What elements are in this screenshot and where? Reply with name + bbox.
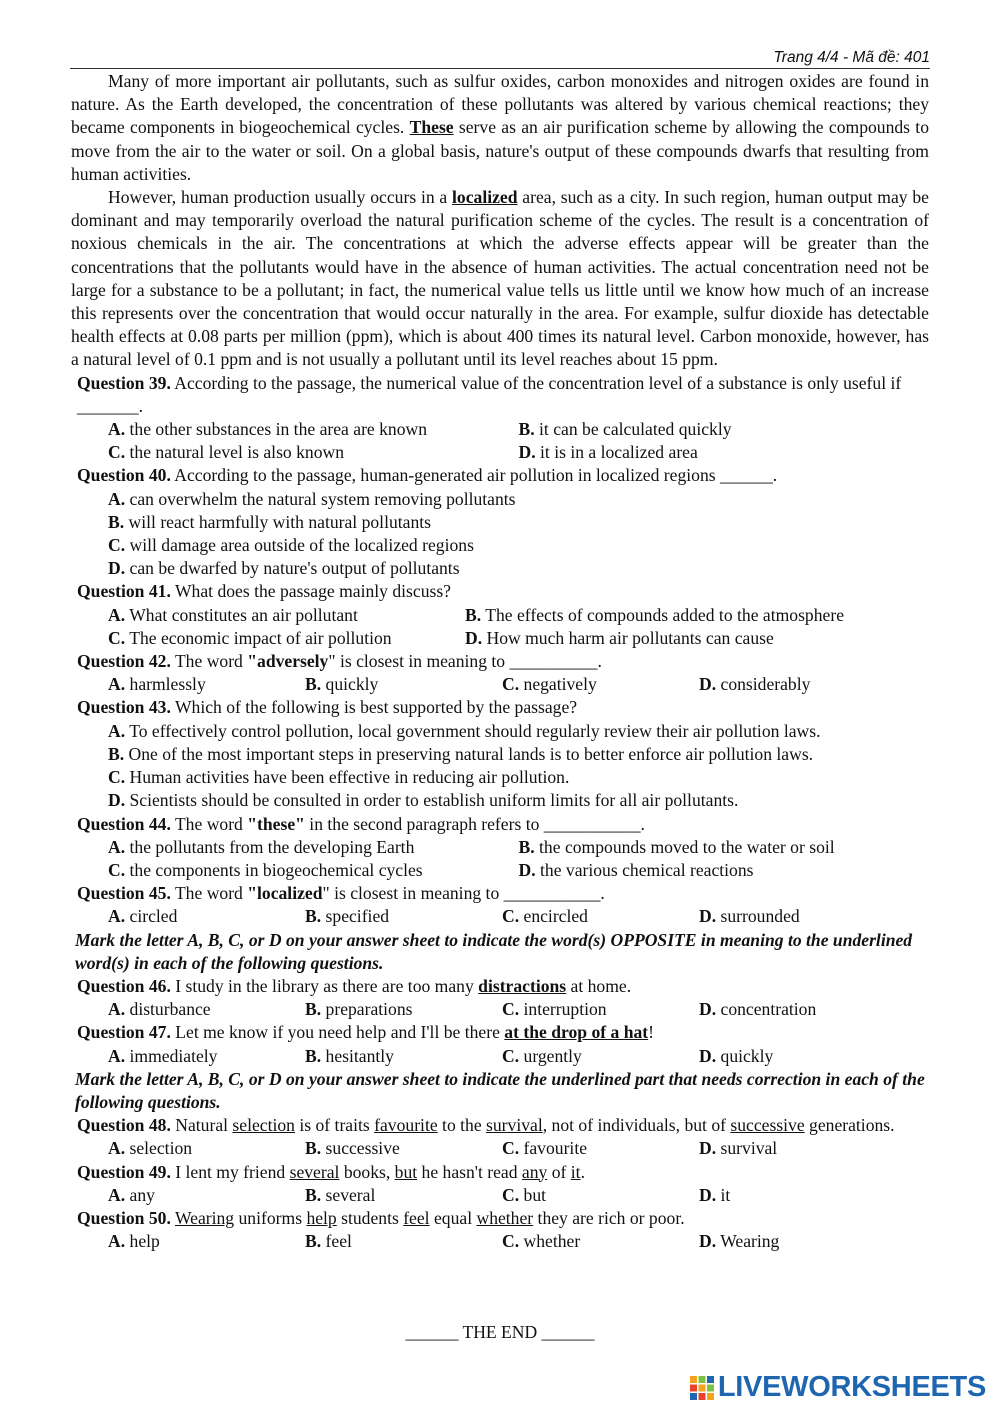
question-43: Question 43. Which of the following is best supported by the passage?: [77, 697, 578, 718]
option-b[interactable]: B. specified: [305, 906, 390, 927]
instruction-opposite: Mark the letter A, B, C, or D on your answer sheet to indicate the word(s) OPPOSITE in meaning to the underlined word(s) in each of the following questions.: [75, 929, 913, 973]
option-c[interactable]: C. the natural level is also known: [108, 442, 345, 463]
option-c[interactable]: C. but: [502, 1184, 546, 1205]
option-d[interactable]: D. it: [699, 1184, 731, 1205]
option-d[interactable]: D. Wearing: [699, 1231, 780, 1252]
option-d[interactable]: D. Scientists should be consulted in order to establish uniform limits for all air pollutants.: [108, 790, 739, 811]
option-c[interactable]: C. interruption: [502, 999, 607, 1020]
option-b[interactable]: B. it can be calculated quickly: [518, 419, 732, 440]
option-a[interactable]: A. What constitutes an air pollutant: [108, 604, 358, 625]
brand-text: LIVEWORKSHEETS: [717, 1371, 986, 1403]
option-c[interactable]: C. The economic impact of air pollution: [108, 627, 392, 648]
underlined-word-these: These: [409, 117, 454, 138]
option-c[interactable]: C. urgently: [502, 1045, 582, 1066]
option-d[interactable]: D. concentration: [699, 999, 817, 1020]
option-b[interactable]: B. The effects of compounds added to the atmosphere: [465, 604, 844, 625]
exam-content: [71, 70, 929, 1253]
question-40: Question 40. According to the passage, human-generated air pollution in localized regions ______.: [77, 465, 778, 486]
option-b[interactable]: B. One of the most important steps in preserving natural lands is to better enforce air pollution laws.: [108, 743, 814, 764]
option-c[interactable]: C. favourite: [502, 1138, 588, 1159]
option-c[interactable]: C. Human activities have been effective in reducing air pollution.: [108, 767, 570, 788]
option-b[interactable]: B. preparations: [305, 999, 413, 1020]
option-d[interactable]: D. surrounded: [699, 906, 800, 927]
option-b[interactable]: B. hesitantly: [305, 1045, 394, 1066]
option-a[interactable]: A. any: [108, 1184, 155, 1205]
option-a[interactable]: A. circled: [108, 906, 178, 927]
option-a[interactable]: A. immediately: [108, 1045, 218, 1066]
page-header: Trang 4/4 - Mã đề: 401: [70, 48, 930, 69]
option-d[interactable]: D. considerably: [699, 674, 811, 695]
option-a[interactable]: A. the pollutants from the developing Earth: [108, 836, 415, 857]
option-d[interactable]: D. the various chemical reactions: [518, 859, 754, 880]
option-a[interactable]: A. selection: [108, 1138, 193, 1159]
option-b[interactable]: B. feel: [305, 1231, 352, 1252]
underlined-word-localized: localized: [452, 187, 518, 208]
question-50: Question 50. Wearing uniforms help students feel equal whether they are rich or poor.: [77, 1207, 685, 1228]
option-c[interactable]: C. will damage area outside of the localized regions: [108, 535, 474, 556]
option-d[interactable]: D. How much harm air pollutants can cause: [465, 627, 774, 648]
option-a[interactable]: A. To effectively control pollution, local government should regularly review their air pollution laws.: [108, 720, 821, 741]
option-b[interactable]: B. successive: [305, 1138, 400, 1159]
the-end-marker: ______ THE END ______: [405, 1322, 595, 1342]
option-b[interactable]: B. several: [305, 1184, 376, 1205]
question-41: Question 41. What does the passage mainly discuss?: [77, 581, 451, 602]
option-d[interactable]: D. survival: [699, 1138, 778, 1159]
option-b[interactable]: B. will react harmfully with natural pollutants: [108, 511, 431, 532]
option-b[interactable]: B. the compounds moved to the water or soil: [518, 836, 835, 857]
question-42: Question 42. The word "adversely" is closest in meaning to __________.: [77, 651, 602, 672]
option-a[interactable]: A. help: [108, 1231, 160, 1252]
liveworksheets-logo[interactable]: [689, 1371, 986, 1404]
question-39: Question 39. According to the passage, the numerical value of the concentration level of a substance is only useful if _______.: [77, 372, 902, 416]
option-b[interactable]: B. quickly: [305, 674, 379, 695]
liveworksheets-grid-icon: [689, 1375, 715, 1401]
instruction-correction: Mark the letter A, B, C, or D on your answer sheet to indicate the underlined part that needs correction in each of the following questions.: [75, 1068, 925, 1112]
option-d[interactable]: D. can be dwarfed by nature's output of pollutants: [108, 558, 460, 579]
question-44: Question 44. The word "these" in the second paragraph refers to ___________.: [77, 813, 645, 834]
option-c[interactable]: C. encircled: [502, 906, 588, 927]
question-39-options: [108, 418, 929, 441]
option-d[interactable]: D. quickly: [699, 1045, 774, 1066]
option-d[interactable]: D. it is in a localized area: [518, 442, 698, 463]
option-a[interactable]: A. can overwhelm the natural system removing pollutants: [108, 488, 516, 509]
option-c[interactable]: C. negatively: [502, 674, 597, 695]
option-a[interactable]: A. the other substances in the area are known: [108, 419, 428, 440]
option-a[interactable]: A. harmlessly: [108, 674, 206, 695]
option-a[interactable]: A. disturbance: [108, 999, 211, 1020]
question-46: Question 46. I study in the library as there are too many distractions at home.: [77, 975, 632, 996]
option-c[interactable]: C. the components in biogeochemical cycles: [108, 859, 423, 880]
passage-paragraph-1: Many of more important air pollutants, such as sulfur oxides, carbon monoxides and nitrogen oxides are found in nature. As the Earth developed, the concentration of these pollutants was altered by various chemical reactions; they became components in biogeochemical cycles. These serve as an air purification scheme by allowing the compounds to move from the air to the water or soil. On a global basis, nature's output of these compounds dwarfs that resulting from human activities.: [71, 71, 929, 184]
passage-paragraph-2: However, human production usually occurs in a localized area, such as a city. In such region, human output may be dominant and may temporarily overload the natural purification scheme of the cycles. The result is a concentration of noxious chemicals in the air. The concentrations at which the adverse effects appear will be greater than the concentrations that the pollutants would have in the absence of human activities. The actual concentration need not be large for a substance to be a pollutant; in fact, the numerical value tells us little until we know how much of an increase this represents over the concentration that would occur naturally in the area. For example, sulfur dioxide has detectable health effects at 0.08 parts per million (ppm), which is about 400 times its natural level. Carbon monoxide, however, has a natural level of 0.1 ppm and is not usually a pollutant until its level reaches about 15 ppm.: [71, 187, 929, 370]
question-45: Question 45. The word "localized" is closest in meaning to ___________.: [77, 883, 605, 904]
question-49: Question 49. I lent my friend several books, but he hasn't read any of it.: [77, 1161, 585, 1182]
option-c[interactable]: C. whether: [502, 1231, 581, 1252]
question-47: Question 47. Let me know if you need help and I'll be there at the drop of a hat!: [77, 1022, 655, 1043]
question-48: Question 48. Natural selection is of traits favourite to the survival, not of individuals, but of successive generations.: [77, 1115, 895, 1136]
